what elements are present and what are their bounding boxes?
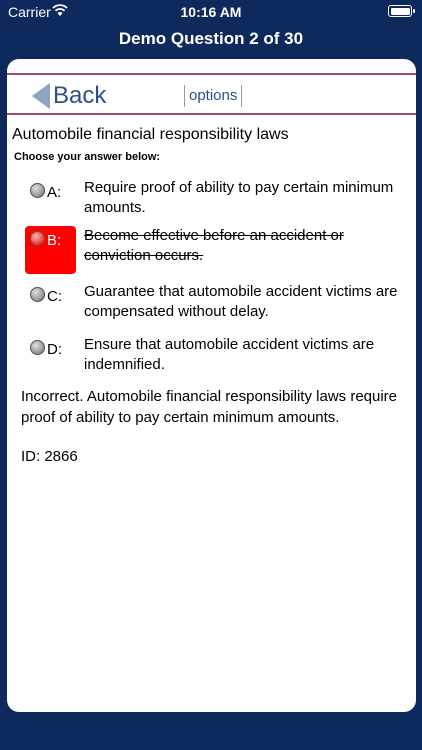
options-button[interactable]: options — [184, 85, 242, 107]
answer-text: Become effective before an accident or conviction occurs. — [84, 227, 344, 264]
back-label: Back — [53, 82, 107, 109]
answer-text: Guarantee that automobile accident victims are compensated without delay. — [84, 283, 398, 320]
radio-icon[interactable] — [30, 183, 45, 198]
answer-letter: A: — [47, 184, 62, 201]
radio-icon[interactable] — [30, 231, 45, 246]
question-text: Automobile financial responsibility laws — [12, 126, 289, 143]
radio-icon[interactable] — [30, 340, 45, 355]
radio-icon[interactable] — [30, 287, 45, 302]
answer-instruction: Choose your answer below: — [14, 151, 161, 163]
answer-letter: B: — [47, 232, 62, 249]
answer-letter: D: — [47, 341, 62, 358]
carrier-label: Carrier — [8, 4, 51, 20]
toolbar-divider-top — [7, 73, 416, 75]
battery-icon — [388, 5, 412, 17]
toolbar-divider-bottom — [7, 113, 416, 115]
clock: 10:16 AM — [180, 4, 242, 20]
question-id: ID: 2866 — [21, 448, 78, 465]
page-title: Demo Question 2 of 30 — [118, 29, 304, 48]
back-button[interactable] — [32, 81, 106, 111]
status-bar — [0, 0, 422, 24]
answer-text: Require proof of ability to pay certain minimum amounts. — [84, 179, 394, 216]
answer-text: Ensure that automobile accident victims are indemnified. — [84, 336, 375, 373]
back-arrow-icon — [32, 83, 50, 109]
answer-letter: C: — [47, 288, 62, 305]
question-card — [7, 59, 416, 712]
answer-feedback: Incorrect. Automobile financial responsibility laws require proof of ability to pay certain minimum amounts. — [21, 388, 398, 426]
